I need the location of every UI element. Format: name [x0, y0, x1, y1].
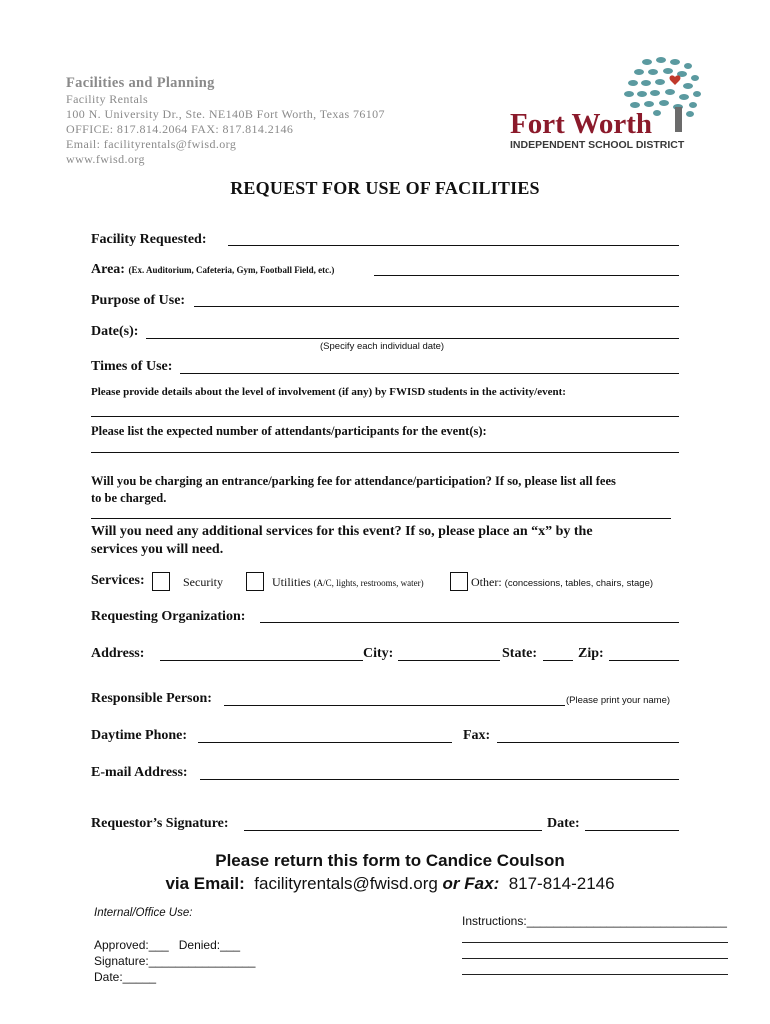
responsible-hint: (Please print your name) [566, 695, 671, 706]
header-email: Email: facilityrentals@fwisd.org [66, 137, 237, 151]
return-fax: 817-814-2146 [508, 874, 615, 893]
responsible-field[interactable] [224, 705, 565, 706]
signature-field[interactable] [244, 830, 542, 831]
instructions-label: Instructions:______________________________ [462, 914, 727, 928]
tree-icon [505, 52, 705, 157]
other-checkbox[interactable] [450, 572, 468, 591]
instructions-line-3 [462, 974, 728, 975]
office-date: Date:_____ [94, 970, 157, 984]
involvement-field[interactable] [91, 416, 679, 417]
zip-field[interactable] [609, 660, 679, 661]
header-website: www.fwisd.org [66, 152, 145, 166]
header-line-1: Facility Rentals [66, 92, 149, 106]
attendants-field[interactable] [91, 452, 679, 453]
utilities-checkbox[interactable] [246, 572, 264, 591]
services-label: Services: [91, 573, 145, 588]
logo-name: Fort Worth [510, 108, 653, 140]
signature-label: Requestor’s Signature: [91, 816, 229, 831]
times-label: Times of Use: [91, 359, 173, 374]
fax-field[interactable] [497, 742, 679, 743]
area-field[interactable] [374, 275, 679, 276]
state-label: State: [502, 646, 537, 661]
fee-question-1: Will you be charging an entrance/parking fee for attendance/participation? If so, please list all fees [91, 474, 616, 488]
area-label: Area: (Ex. Auditorium, Cafeteria, Gym, Football Field, etc.) [91, 262, 335, 277]
email-field[interactable] [200, 779, 679, 780]
fwisd-logo [505, 52, 705, 157]
other-label: Other: (concessions, tables, chairs, stage) [471, 575, 654, 589]
other-hint: (concessions, tables, chairs, stage) [504, 578, 654, 589]
date-field[interactable] [585, 830, 679, 831]
header-phone: OFFICE: 817.814.2064 FAX: 817.814.2146 [66, 122, 294, 136]
purpose-label: Purpose of Use: [91, 293, 186, 308]
return-contact: via Email: facilityrentals@fwisd.org or Fax: 817-814-2146 [165, 874, 615, 893]
address-label: Address: [91, 646, 145, 661]
internal-use-label: Internal/Office Use: [94, 907, 193, 919]
zip-label: Zip: [578, 646, 604, 661]
fax-label: Fax: [463, 728, 491, 743]
email-label: E-mail Address: [91, 765, 188, 780]
dates-label: Date(s): [91, 324, 139, 339]
fee-question-2: to be charged. [91, 491, 167, 505]
utilities-label: Utilities (A/C, lights, restrooms, water) [272, 575, 424, 589]
return-email[interactable]: facilityrentals@fwisd.org [254, 874, 438, 893]
org-field[interactable] [260, 622, 679, 623]
phone-field[interactable] [198, 742, 452, 743]
utilities-hint: (A/C, lights, restrooms, water) [313, 578, 424, 588]
purpose-field[interactable] [194, 306, 679, 307]
header-address: 100 N. University Dr., Ste. NE140B Fort Worth, Texas 76107 [66, 107, 385, 121]
approved-denied: Approved:___ Denied:___ [94, 938, 241, 952]
return-instruction: Please return this form to Candice Coulson [215, 851, 565, 870]
area-hint: (Ex. Auditorium, Cafeteria, Gym, Football Field, etc.) [128, 265, 335, 275]
phone-label: Daytime Phone: [91, 728, 188, 743]
involvement-question: Please provide details about the level of involvement (if any) by FWISD students in the activity/event: [91, 386, 566, 398]
org-label: Requesting Organization: [91, 609, 246, 624]
services-question-1: Will you need any additional services for this event? If so, please place an “x” by the [91, 524, 593, 539]
address-field[interactable] [160, 660, 363, 661]
dates-field[interactable] [146, 338, 679, 339]
fee-field[interactable] [91, 518, 671, 519]
facility-label: Facility Requested: [91, 232, 207, 247]
security-label: Security [183, 575, 223, 589]
state-field[interactable] [543, 660, 573, 661]
page-title: REQUEST FOR USE OF FACILITIES [230, 178, 540, 198]
city-label: City: [363, 646, 394, 661]
attendants-question: Please list the expected number of attendants/participants for the event(s): [91, 424, 487, 438]
dates-hint: (Specify each individual date) [320, 341, 445, 352]
facility-field[interactable] [228, 245, 679, 246]
security-checkbox[interactable] [152, 572, 170, 591]
times-field[interactable] [180, 373, 679, 374]
city-field[interactable] [398, 660, 500, 661]
logo-subtitle: INDEPENDENT SCHOOL DISTRICT [510, 139, 685, 151]
services-question-2: services you will need. [91, 542, 224, 557]
office-signature: Signature:________________ [94, 954, 256, 968]
instructions-line-1 [462, 942, 728, 943]
responsible-label: Responsible Person: [91, 691, 212, 706]
department-name: Facilities and Planning [66, 75, 215, 91]
instructions-line-2 [462, 958, 728, 959]
date-label: Date: [547, 816, 580, 831]
